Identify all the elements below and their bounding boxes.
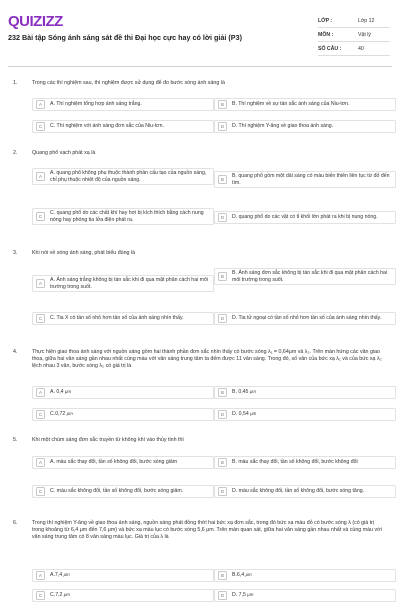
option-a[interactable] — [32, 275, 214, 292]
header-divider — [8, 66, 392, 67]
option-d[interactable] — [214, 589, 396, 602]
option-text: A. quang phổ không phụ thuộc thành phần cấu tạo của nguồn sáng, chỉ phụ thuộc nhiệt độ của nguồn sáng. — [50, 170, 207, 183]
option-value: A.7,4 — [50, 572, 63, 579]
option-c[interactable] — [32, 120, 214, 133]
meta-row-class — [318, 14, 390, 28]
option-letter: C — [36, 410, 45, 419]
question-4 — [8, 349, 392, 427]
option-text — [232, 389, 259, 396]
option-d[interactable] — [214, 485, 396, 498]
option-text — [232, 411, 259, 418]
option-b[interactable] — [214, 171, 396, 188]
option-letter: C — [36, 314, 45, 323]
meta-value: Lớp 12 — [358, 17, 375, 24]
option-text: C. màu sắc không đổi, tần số không đổi, bước sóng giảm. — [50, 488, 184, 495]
option-text — [50, 411, 76, 418]
option-text — [50, 592, 73, 599]
meta-label: SỐ CÂU : — [318, 45, 342, 52]
question-text: Thực hiện giao thoa ánh sáng với nguồn sáng gồm hai thành phần đơn sắc nhìn thấy có bước sóng λ₁ = 0,64μm và λ₂. Trên màn hứng các vân giao thoa, giữa hai vân sáng gần nhau nhất cùng màu với vân sáng trung tâm ta đếm được 11 vân sáng. Trong đó, số vân của bức xạ λ₁ và của bức xạ λ₂ lệch nhau 3 vân, bước sóng λ₂ có giá trị là — [32, 349, 382, 369]
option-value: C.7,2 — [50, 592, 63, 599]
option-value: B. 0,45 — [232, 389, 249, 396]
option-a[interactable] — [32, 456, 214, 469]
option-letter: C — [36, 487, 45, 496]
question-3 — [8, 250, 392, 340]
option-value: C.0,72 — [50, 411, 66, 418]
option-c[interactable] — [32, 485, 214, 498]
option-a[interactable] — [32, 98, 214, 111]
option-d[interactable] — [214, 312, 396, 325]
option-text: D. Tia tử ngoại có tần số nhỏ hơn tần số của ánh sáng nhìn thấy. — [232, 315, 382, 322]
option-c[interactable] — [32, 312, 214, 325]
option-text — [50, 389, 74, 396]
option-letter: A — [36, 279, 45, 288]
option-text: C. Thí nghiệm với ánh sáng đơn sắc của Niu-tơn. — [50, 123, 164, 130]
option-value: D. 7,5 — [232, 592, 246, 599]
option-letter: B — [218, 175, 227, 184]
option-letter: C — [36, 212, 45, 221]
option-text — [50, 572, 73, 579]
meta-value: 40 — [358, 45, 364, 52]
quizizz-logo: QUIZIZZ — [8, 13, 63, 30]
question-number: 3. — [13, 250, 18, 256]
option-d[interactable] — [214, 120, 396, 133]
option-b[interactable] — [214, 456, 396, 469]
option-letter: B — [218, 272, 227, 281]
option-b[interactable] — [214, 569, 396, 582]
option-unit: μm — [245, 572, 252, 578]
question-number: 2. — [13, 150, 18, 156]
question-5 — [8, 437, 392, 507]
option-text: D. quang phổ do các vật có tỉ khối lớn phát ra khi bị nung nóng. — [232, 214, 378, 221]
option-text — [232, 592, 256, 599]
option-text: B. quang phổ gồm một dải sáng có màu biến thiên liên tục từ đỏ đến tím. — [232, 173, 390, 186]
meta-value: Vật lý — [358, 31, 371, 38]
meta-row-subject — [318, 28, 390, 42]
option-unit: μm — [63, 572, 70, 578]
option-a[interactable] — [32, 386, 214, 399]
option-letter: B — [218, 100, 227, 109]
option-unit: μm — [250, 411, 257, 417]
option-letter: C — [36, 591, 45, 600]
option-text: C. Tia X có tần số nhỏ hơn tần số của ánh sáng nhìn thấy. — [50, 315, 184, 322]
question-number: 4. — [13, 349, 18, 355]
question-text: Khi nói về sóng ánh sáng, phát biểu đúng là — [32, 250, 136, 256]
option-text: C. quang phổ do các chất khí hay hơi bị kích thích bằng cách nung nóng hay phóng tia lửa điện phát ra. — [50, 210, 204, 223]
option-text: B. màu sắc thay đổi, tần số không đổi, bước không đổi — [232, 459, 358, 466]
option-unit: μm — [66, 411, 73, 417]
option-a[interactable] — [32, 569, 214, 582]
question-text: Trong thí nghiệm Y-âng về giao thoa ánh sáng, nguồn sáng phát đồng thời hai bức xạ đơn sắc, trong đó bức xạ màu đỏ có bước sóng λ (có giá trị trong khoảng từ 6,4 μm đến 7,6 μm) và bức xạ màu lục có bước sóng 5,6 μm. Trên màn quan sát, giữa hai vân sáng gần nhau nhất và cùng màu với vân sáng trung tâm có 8 vân sáng màu lục. Giá trị của λ là — [32, 520, 382, 540]
question-6 — [8, 520, 392, 600]
meta-row-count — [318, 42, 390, 56]
option-d[interactable] — [214, 211, 396, 224]
meta-label: LỚP : — [318, 17, 333, 24]
option-c[interactable] — [32, 408, 214, 421]
option-unit: μm — [63, 592, 70, 598]
option-text: A. màu sắc thay đổi, tần số không đổi, bước sóng giảm — [50, 459, 178, 466]
question-number: 1. — [13, 80, 18, 86]
option-text: B. Thí nghiệm về sự tán sắc ánh sáng của Niu-tơn. — [232, 101, 350, 108]
question-2 — [8, 150, 392, 242]
option-letter: D — [218, 410, 227, 419]
option-c[interactable] — [32, 208, 214, 225]
option-text: D. màu sắc không đổi, tần số không đổi, bước sóng tăng. — [232, 488, 365, 495]
option-c[interactable] — [32, 589, 214, 602]
option-text: A. Ánh sáng trắng không bị tán sắc khi đi qua mặt phân cách hai môi trường trong suốt. — [50, 277, 209, 290]
question-text: Khi một chùm sáng đơn sắc truyền từ không khí vào thủy tinh thì — [32, 437, 184, 443]
question-1 — [8, 80, 392, 138]
option-letter: D — [218, 591, 227, 600]
option-letter: A — [36, 388, 45, 397]
option-letter: D — [218, 314, 227, 323]
option-value: A. 0,4 — [50, 389, 64, 396]
option-value: D. 0,54 — [232, 411, 249, 418]
option-letter: D — [218, 122, 227, 131]
option-letter: B — [218, 571, 227, 580]
option-unit: μm — [247, 592, 254, 598]
option-letter: D — [218, 487, 227, 496]
question-number: 5. — [13, 437, 18, 443]
meta-label: MÔN : — [318, 31, 334, 38]
option-text: A. Thí nghiệm tổng hợp ánh sáng trắng. — [50, 101, 142, 108]
option-letter: A — [36, 172, 45, 181]
option-a[interactable] — [32, 168, 214, 185]
option-letter: A — [36, 571, 45, 580]
option-d[interactable] — [214, 408, 396, 421]
option-text: B. Ánh sáng đơn sắc không bị tán sắc khi đi qua mặt phân cách hai môi trường trong suốt. — [232, 270, 388, 283]
option-b[interactable] — [214, 386, 396, 399]
option-unit: μm — [249, 389, 256, 395]
option-letter: B — [218, 388, 227, 397]
option-letter: A — [36, 100, 45, 109]
option-letter: D — [218, 213, 227, 222]
question-text: Trong các thí nghiệm sau, thí nghiệm được sử dụng để đo bước sóng ánh sáng là — [32, 80, 225, 86]
meta-panel — [318, 14, 390, 56]
option-letter: C — [36, 122, 45, 131]
document-title: 232 Bài tập Sóng ánh sáng sát đề thi Đại học cực hay có lời giải (P3) — [8, 33, 242, 42]
option-b[interactable] — [214, 268, 396, 285]
option-letter: B — [218, 458, 227, 467]
option-text — [232, 572, 255, 579]
option-letter: A — [36, 458, 45, 467]
option-b[interactable] — [214, 98, 396, 111]
question-text: Quang phổ vạch phát xạ là — [32, 150, 96, 156]
option-unit: μm — [65, 389, 72, 395]
option-text: D. Thí nghiệm Y-âng về giao thoa ánh sáng. — [232, 123, 334, 130]
question-number: 6. — [13, 520, 18, 526]
option-value: B.6,4 — [232, 572, 245, 579]
